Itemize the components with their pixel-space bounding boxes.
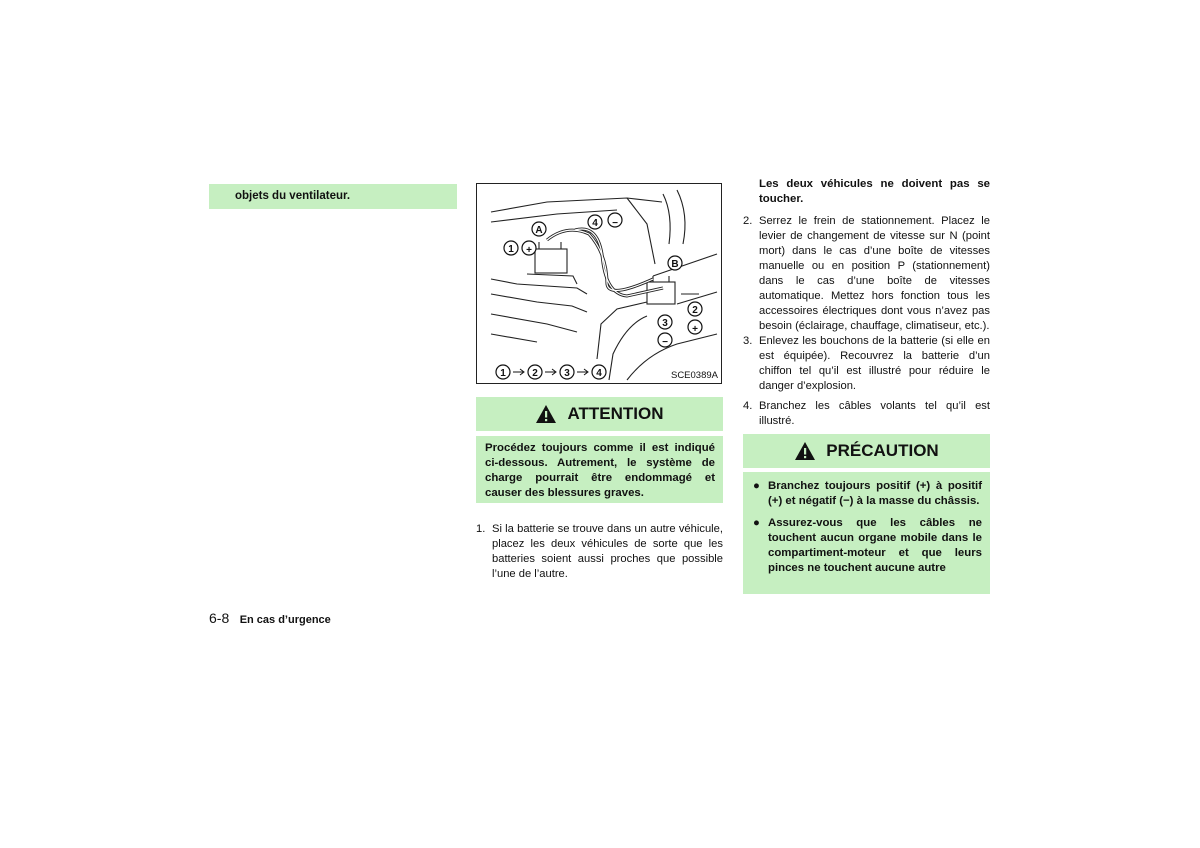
attention-heading: ATTENTION <box>567 404 664 423</box>
callout-2: 2 <box>692 305 698 316</box>
callout-plus: + <box>526 245 532 256</box>
step-4 <box>743 399 990 429</box>
callout-b: B <box>671 259 679 270</box>
callout-3: 3 <box>662 318 668 329</box>
callout-4: 4 <box>592 218 598 229</box>
callout-minus: − <box>612 218 618 229</box>
sequence-step-1: 1 <box>500 368 506 379</box>
step-2 <box>743 214 990 334</box>
sequence-step-3: 3 <box>564 368 570 379</box>
bullet-dot-icon: ● <box>753 480 760 492</box>
warning-triangle-icon <box>794 441 816 461</box>
figure-code: SCE0389A <box>670 370 718 381</box>
precaution-heading: PRÉCAUTION <box>826 441 939 460</box>
step-1-text: Si la batterie se trouve dans un autre véhicule, placez les deux véhicules de sorte que les batteries soient aussi proches que possible l’une de l’autre. <box>492 523 723 580</box>
page-footer <box>209 610 331 628</box>
engine-bay-drawing <box>477 184 721 383</box>
precaution-body <box>743 472 990 594</box>
chapter-title: En cas d’urgence <box>239 614 331 626</box>
step-3-text: Enlevez les bouchons de la batterie (si elle en est équipée). Recouvrez la batterie d’un chiffon tel qu’il est illustré pour réduire le danger d’explosion. <box>759 335 990 392</box>
attention-text: Procédez toujours comme il est indiqué ci-dessous. Autrement, le système de charge pourrait être endommagé et causer des blessures graves. <box>485 442 715 499</box>
sequence-step-2: 2 <box>532 368 538 379</box>
callout-plus-2: + <box>692 324 698 335</box>
precaution-bullet-1 <box>752 479 982 509</box>
continued-text: objets du ventilateur. <box>235 190 351 202</box>
precaution-bullet-2 <box>752 516 982 576</box>
page-number: 6-8 <box>209 610 230 626</box>
step-3-number: 3. <box>743 335 753 347</box>
precaution-heading-box <box>743 434 990 468</box>
step-4-number: 4. <box>743 400 753 412</box>
step-1-number: 1. <box>476 523 486 535</box>
step-1 <box>476 522 723 582</box>
callout-1: 1 <box>508 244 514 255</box>
continued-text-box <box>209 184 457 209</box>
jump-start-illustration <box>476 183 722 384</box>
step-2-number: 2. <box>743 215 753 227</box>
attention-heading-box <box>476 397 723 431</box>
bullet-dot-icon: ● <box>753 517 760 529</box>
callout-a: A <box>535 225 543 236</box>
step-4-text: Branchez les câbles volants tel qu’il est illustré. <box>759 400 990 427</box>
callout-minus-2: − <box>662 337 668 348</box>
sequence-step-4: 4 <box>596 368 602 379</box>
precaution-bullet-1-text: Branchez toujours positif (+) à positif (+) et négatif (−) à la masse du châssis. <box>768 480 982 507</box>
attention-body <box>476 436 723 503</box>
step-2-text: Serrez le frein de stationnement. Placez le levier de changement de vitesse sur N (point mort) dans le cas d’une boîte de vitesses manuelle ou en position P (stationnement) dans le cas d’une boîte de vitesses automatique. Mettez hors fonction tous les accessoires électriques dont vous n’avez pas besoin (éclairage, chauffage, climatiseur, etc.). <box>759 215 990 332</box>
precaution-bullet-2-text: Assurez-vous que les câbles ne touchent aucun organe mobile dans le compartiment-moteur et que leurs pinces ne touchent aucune autre <box>768 517 982 574</box>
step-3 <box>743 334 990 394</box>
warning-triangle-icon <box>535 404 557 424</box>
vehicles-not-touching-note: Les deux véhicules ne doivent pas se toucher. <box>759 178 990 205</box>
